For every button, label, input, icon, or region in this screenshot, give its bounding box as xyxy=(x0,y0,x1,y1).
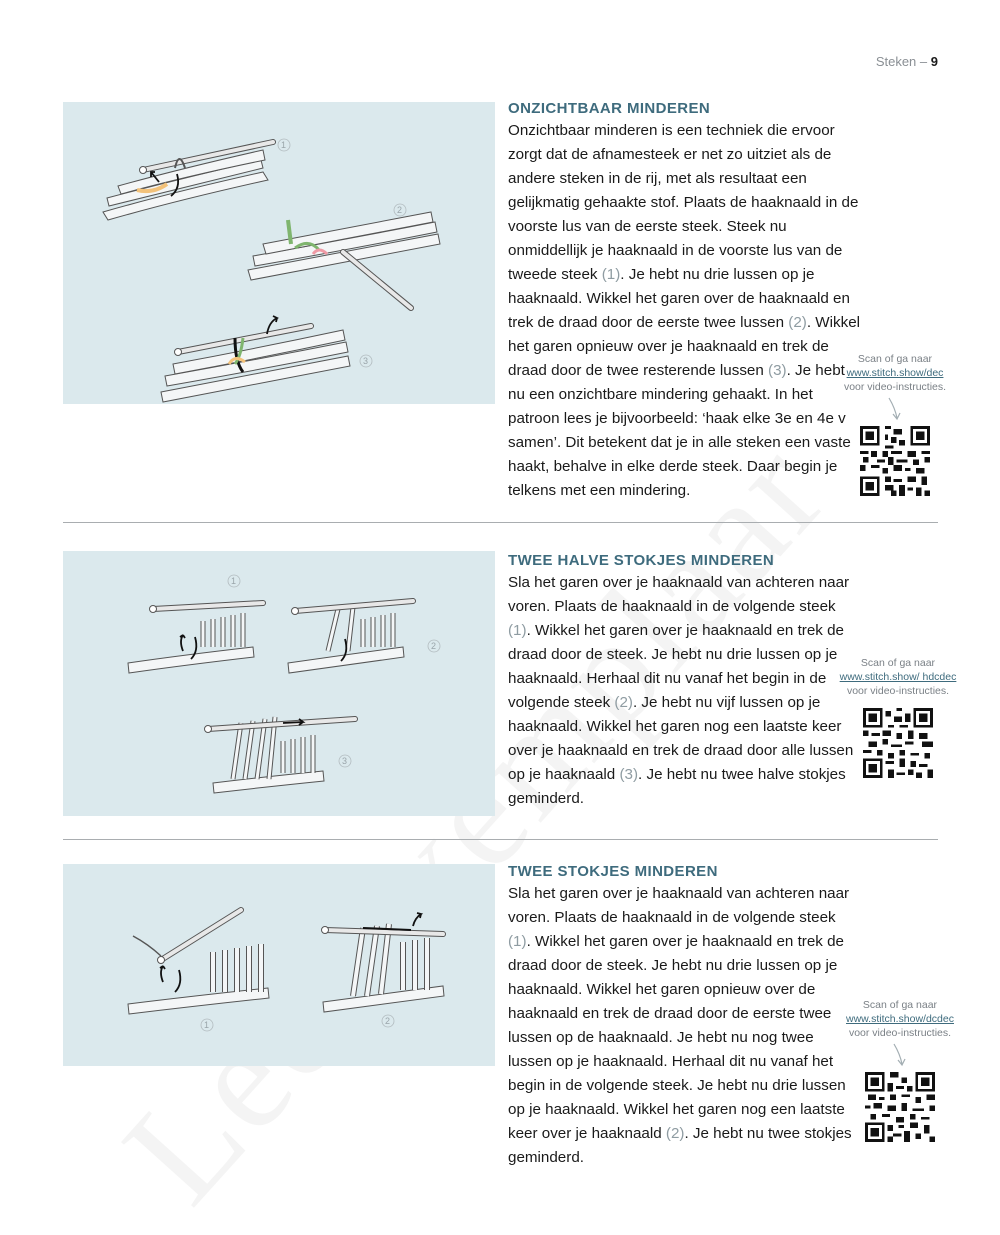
body-text: . Je hebt nu twee stokjes geminderd. xyxy=(508,1125,852,1166)
qr-callout-dcdec xyxy=(838,998,962,1142)
body-text: . Je hebt nu een onzichtbare mindering gehaakt. In het patroon lees je bijvoorbeeld: ‘haak elke 3e en 4e v samen’. Dit betekent dat je in alle steken een vaste haakt, behalve in elke derde steek. Daar begin je telkens met een mindering. xyxy=(508,362,851,499)
curved-arrow-icon xyxy=(890,1042,910,1068)
step-label-1: 1 xyxy=(231,576,237,586)
section-title: ONZICHTBAAR MINDEREN xyxy=(508,100,711,117)
body-text: . Wikkel het garen over je haaknaald en trek de draad door de steek. Je hebt nu drie lussen op je haaknaald. Herhaal dit nu vanaf het begin in de volgende steek xyxy=(508,622,844,711)
section-title: TWEE HALVE STOKJES MINDEREN xyxy=(508,552,775,569)
step-reference: (1) xyxy=(508,622,527,639)
fabric-step-2 xyxy=(322,913,445,1012)
qr-caption-before: Scan of ga naar xyxy=(857,353,933,365)
step-reference: (2) xyxy=(788,314,807,331)
section-body xyxy=(508,882,860,1170)
illustration-invisible-decrease xyxy=(63,102,495,404)
step-label-2: 2 xyxy=(385,1016,391,1026)
crochet-diagram-3 xyxy=(63,864,495,1066)
step-reference: (2) xyxy=(665,1125,685,1142)
step-reference: (3) xyxy=(619,766,639,783)
qr-caption-after: voor video-instructies. xyxy=(843,381,947,393)
section-hdc-decrease xyxy=(508,552,860,811)
fabric-step-2 xyxy=(288,601,413,673)
qr-callout-dec xyxy=(830,352,960,496)
illustration-hdc-decrease xyxy=(63,551,495,816)
header-separator: – xyxy=(916,54,931,69)
curved-arrow-icon xyxy=(885,396,905,422)
section-body xyxy=(508,571,860,811)
body-text: . Je hebt nu drie lussen op je haaknaald. Wikkel het garen over de haaknaald en trek de draad door de eerste twee lussen xyxy=(508,266,850,331)
fabric-step-2 xyxy=(248,212,440,308)
header-section: Steken xyxy=(875,54,917,69)
body-text: Sla het garen over je haaknaald van achteren naar voren. Plaats de haaknaald in de volgende steek xyxy=(508,885,850,926)
step-label-3: 3 xyxy=(342,756,348,766)
section-body xyxy=(508,119,860,503)
video-link[interactable]: www.stitch.show/dcdec xyxy=(846,1013,954,1025)
page-number: 9 xyxy=(930,54,938,69)
section-dc-decrease xyxy=(508,863,860,1170)
qr-caption-before: Scan of ga naar xyxy=(860,657,936,669)
section-title: TWEE STOKJES MINDEREN xyxy=(508,863,718,880)
illustration-dc-decrease xyxy=(63,864,495,1066)
qr-callout-hdcdec xyxy=(836,656,960,778)
step-label-3: 3 xyxy=(363,356,369,366)
section-divider xyxy=(63,522,938,523)
fabric-step-3 xyxy=(205,717,356,793)
video-link[interactable]: www.stitch.show/ hdcdec xyxy=(839,671,957,683)
step-label-2: 2 xyxy=(431,641,437,651)
running-header xyxy=(876,54,938,69)
qr-code-icon[interactable] xyxy=(865,1072,935,1142)
fabric-step-1 xyxy=(128,603,263,673)
step-reference: (1) xyxy=(601,266,621,283)
crochet-diagram-2 xyxy=(63,551,495,816)
fabric-step-1 xyxy=(103,142,273,220)
qr-caption-after: voor video-instructies. xyxy=(848,1027,952,1039)
body-text: . Je hebt nu twee halve stokjes geminderd. xyxy=(508,766,846,807)
fabric-step-3 xyxy=(161,316,350,402)
video-link[interactable]: www.stitch.show/dec xyxy=(846,367,944,379)
section-divider xyxy=(63,839,938,840)
step-reference: (3) xyxy=(768,362,787,379)
body-text: . Wikkel het garen opnieuw over je haaknaald en trek de draad door de twee resterende lussen xyxy=(508,314,861,379)
fabric-step-1 xyxy=(128,910,269,1014)
step-label-1: 1 xyxy=(281,140,287,150)
qr-caption-before: Scan of ga naar xyxy=(862,999,938,1011)
qr-code-icon[interactable] xyxy=(860,426,930,496)
section-invisible-decrease xyxy=(508,100,860,503)
step-label-2: 2 xyxy=(397,205,403,215)
body-text: . Je hebt nu vijf lussen op je haaknaald. Wikkel het garen nog een laatste keer over je haaknaald en trek de draad door alle lussen op je haaknaald xyxy=(508,694,854,783)
step-reference: (1) xyxy=(508,933,527,950)
body-text: . Wikkel het garen over je haaknaald en trek de draad door de steek. Je hebt nu drie lussen op je haaknaald. Wikkel het garen opnieuw over de haaknaald en trek de draad door de eerste twee lussen op de haaknaald. Je hebt nu nog twee lussen op je haaknaald. Herhaal dit nu vanaf het begin in de volgende steek. Je hebt nu drie lussen op je haaknaald. Wikkel het garen nog een laatste keer over je haaknaald xyxy=(508,933,846,1142)
step-label-1: 1 xyxy=(204,1020,210,1030)
body-text: Onzichtbaar minderen is een techniek die ervoor zorgt dat de afnamesteek er net zo uitziet als de andere steken in de rij, met als resultaat een gelijkmatig gehaakte stof. Plaats de haaknaald in de voorste lus van de eerste steek. Steek nu onmiddellijk je haaknaald in de voorste lus van de tweede steek xyxy=(508,122,859,283)
qr-code-icon[interactable] xyxy=(863,708,933,778)
step-reference: (2) xyxy=(614,694,633,711)
body-text: Sla het garen over je haaknaald van achteren naar voren. Plaats de haaknaald in de volgende steek xyxy=(508,574,850,615)
qr-caption-after: voor video-instructies. xyxy=(846,685,950,697)
crochet-diagram-1 xyxy=(63,102,495,404)
